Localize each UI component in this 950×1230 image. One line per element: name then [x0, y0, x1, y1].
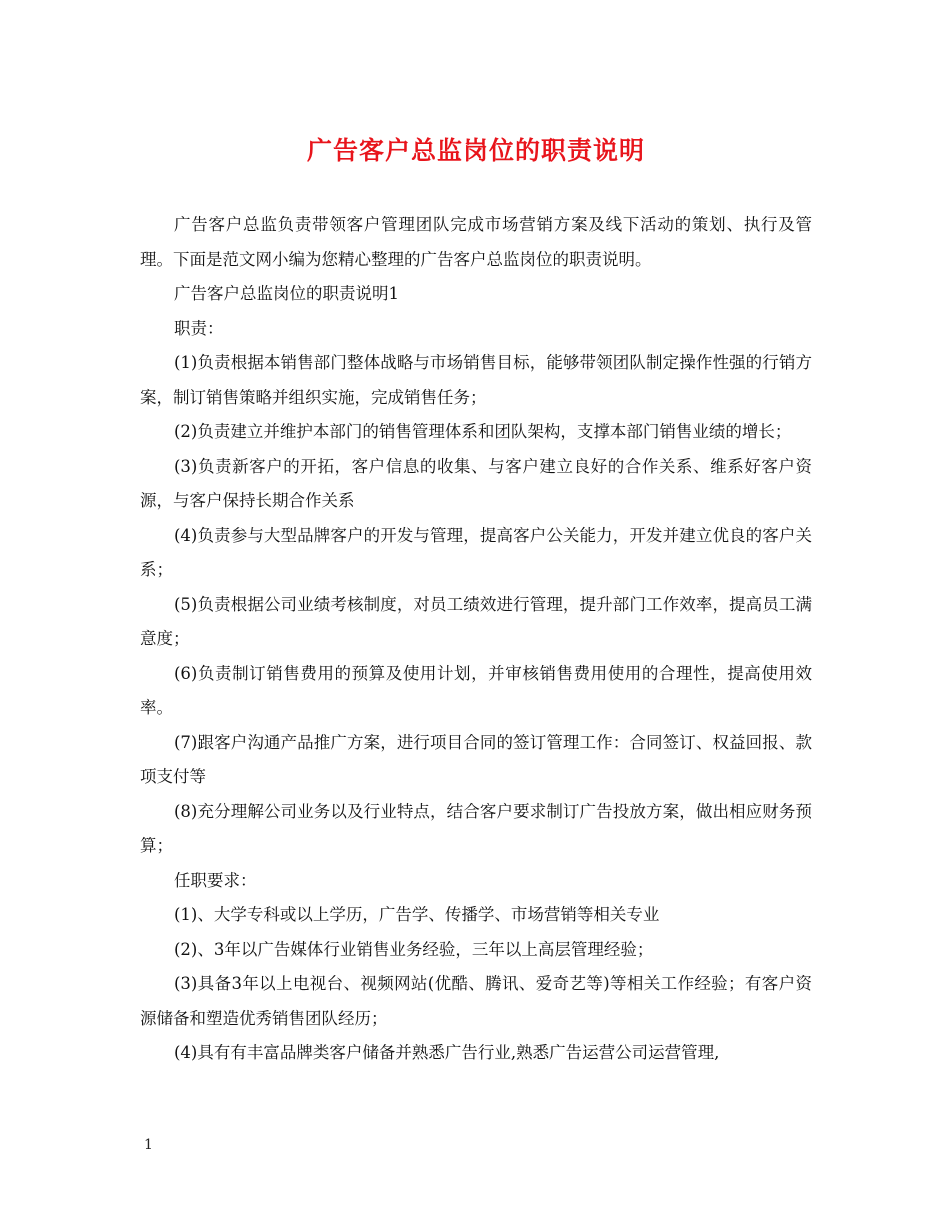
paragraph-requirement-1: (1)、大学专科或以上学历，广告学、传播学、市场营销等相关专业: [174, 905, 660, 924]
document-body: [140, 208, 812, 1071]
paragraph-requirement-4: (4)具有有丰富品牌类客户储备并熟悉广告行业,熟悉广告运营公司运营管理,: [174, 1043, 720, 1062]
paragraph-duties-label: 职责：: [174, 318, 224, 338]
page-number: 1: [144, 1137, 153, 1153]
paragraph-duty-5: (5)负责根据公司业绩考核制度，对员工绩效进行管理，提升部门工作效率，提高员工满意度；: [140, 594, 812, 648]
paragraph-requirement-2: (2)、3年以广告媒体行业销售业务经验，三年以上高层管理经验；: [174, 939, 654, 959]
document-title: 广告客户总监岗位的职责说明: [306, 136, 645, 165]
paragraph-duty-1: (1)负责根据本销售部门整体战略与市场销售目标，能够带领团队制定操作性强的行销方案，制订销售策略并组织实施，完成销售任务；: [140, 353, 812, 407]
paragraph-duty-7: (7)跟客户沟通产品推广方案，进行项目合同的签订管理工作：合同签订、权益回报、款项支付等: [140, 732, 812, 786]
paragraph-duty-8: (8)充分理解公司业务以及行业特点，结合客户要求制订广告投放方案，做出相应财务预算；: [140, 801, 812, 855]
document-page: [140, 0, 812, 1071]
paragraph-requirements-label: 任职要求：: [174, 870, 257, 890]
paragraph-duty-3: (3)负责新客户的开拓，客户信息的收集、与客户建立良好的合作关系、维系好客户资源，与客户保持长期合作关系: [140, 456, 812, 510]
paragraph-intro: 广告客户总监负责带领客户管理团队完成市场营销方案及线下活动的策划、执行及管理。下面是范文网小编为您精心整理的广告客户总监岗位的职责说明。: [140, 215, 812, 269]
paragraph-duty-2: (2)负责建立并维护本部门的销售管理体系和团队架构，支撑本部门销售业绩的增长；: [174, 422, 792, 441]
paragraph-section-heading: 广告客户总监岗位的职责说明1: [174, 284, 399, 303]
paragraph-requirement-3: (3)具备3年以上电视台、视频网站(优酷、腾讯、爱奇艺等)等相关工作经验；有客户资源储备和塑造优秀销售团队经历；: [140, 974, 812, 1028]
paragraph-duty-6: (6)负责制订销售费用的预算及使用计划，并审核销售费用使用的合理性，提高使用效率。: [140, 663, 812, 717]
paragraph-duty-4: (4)负责参与大型品牌客户的开发与管理，提高客户公关能力，开发并建立优良的客户关系；: [140, 525, 812, 579]
